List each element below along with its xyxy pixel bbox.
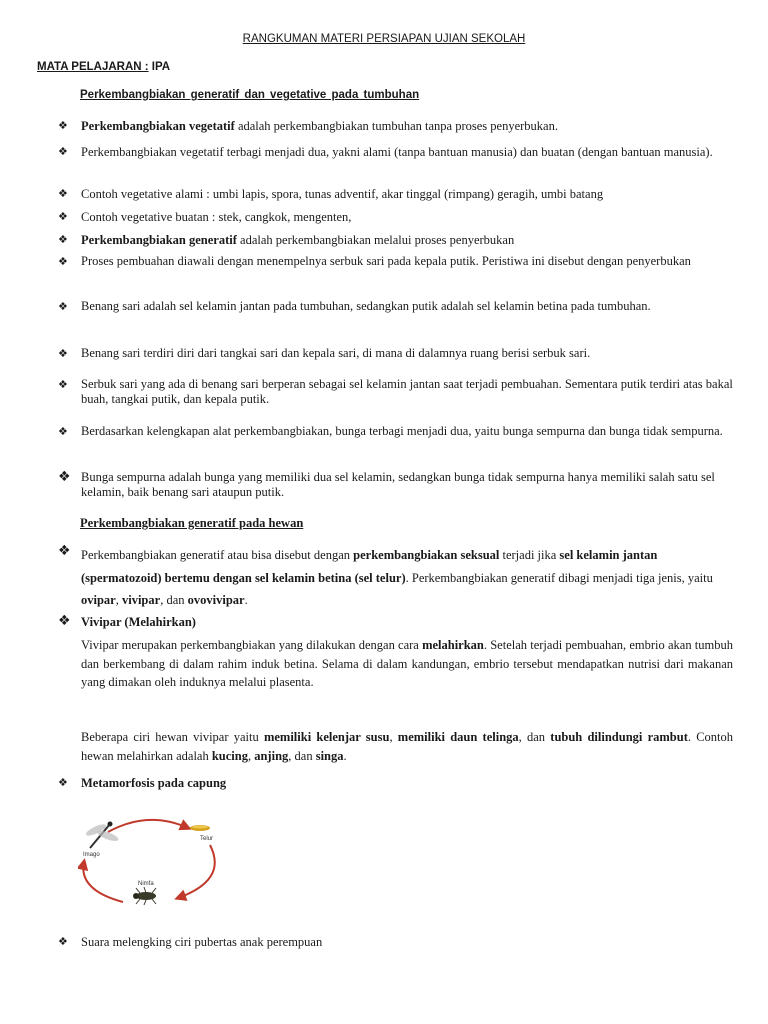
item-text: Suara melengking ciri pubertas anak perempuan: [81, 935, 323, 949]
nimfa-label: Nimfa: [138, 881, 154, 887]
list-item: [58, 934, 733, 950]
item-text: Benang sari adalah sel kelamin jantan pada tumbuhan, sedangkan putik adalah sel kelamin betina pada tumbuhan.: [81, 299, 651, 313]
paragraph-text: Vivipar merupakan perkembangbiakan yang dilakukan dengan cara: [81, 638, 423, 652]
term: perkembangbiakan seksual: [353, 548, 500, 562]
diamond-bullet-icon: ❖: [58, 119, 68, 132]
item-text: adalah perkembangbiakan melalui proses penyerbukan: [236, 233, 515, 247]
paragraph-text: Beberapa ciri hewan vivipar yaitu: [81, 730, 264, 744]
term: kucing: [211, 748, 248, 763]
subject-value: IPA: [151, 61, 171, 73]
term: Perkembangbiakan generatif: [81, 233, 237, 247]
paragraph-text: .: [343, 748, 347, 763]
list-item: [58, 424, 733, 439]
list-item: [58, 377, 733, 407]
paragraph-text: . Contoh hewan melahirkan adalah: [81, 730, 734, 763]
diamond-bullet-icon: ❖: [58, 935, 68, 948]
term: singa: [315, 748, 344, 763]
intro-text: ,: [115, 593, 122, 607]
intro-text: .: [244, 593, 248, 607]
list-item: [58, 544, 733, 612]
item-text: Contoh vegetative alami : umbi lapis, spora, tunas adventif, akar tinggal (rimpang) geragih, umbi batang: [81, 187, 604, 201]
diamond-bullet-icon: ❖: [58, 255, 68, 268]
item-text: Serbuk sari yang ada di benang sari berperan sebagai sel kelamin jantan saat terjadi pembuahan. Sementara putik terdiri atas bakal buah, tangkai putik, dan kepala putik.: [81, 377, 733, 406]
list-item: [58, 254, 733, 269]
imago-label: Imago: [83, 852, 100, 858]
paragraph-text: . Setelah terjadi pembuahan, embrio akan tumbuh dan berkembang di dalam rahim induk betina. Selama di dalam kandungan, embrio tersebut mendapatkan nutrisi dari makanan yang dimakan oleh induknya melalui plasenta.: [81, 638, 733, 689]
document-title: RANGKUMAN MATERI PERSIAPAN UJIAN SEKOLAH: [242, 33, 526, 45]
paragraph-text: ,: [389, 730, 398, 744]
item-text: Contoh vegetative buatan : stek, cangkok, mengenten,: [81, 210, 352, 224]
item-text: Proses pembuahan diawali dengan menempelnya serbuk sari pada kepala putik. Peristiwa ini disebut dengan penyerbukan: [81, 254, 691, 268]
dragonfly-icon: [85, 822, 120, 849]
vivipar-heading: Vivipar (Melahirkan): [81, 615, 196, 629]
term: sel kelamin jantan (spermatozoid) bertemu dengan sel kelamin betina (sel telur): [81, 548, 658, 585]
diamond-bullet-icon: ❖: [58, 378, 68, 391]
term: anjing: [254, 748, 289, 763]
paragraph-text: , dan: [288, 748, 316, 763]
list-item: [58, 346, 733, 361]
term: memiliki kelenjar susu: [263, 730, 390, 744]
item-text: Berdasarkan kelengkapan alat perkembangbiakan, bunga terbagi menjadi dua, yaitu bunga sempurna dan bunga tidak sempurna.: [81, 424, 723, 438]
egg-icon: [190, 825, 210, 831]
diamond-bullet-icon: ❖: [58, 613, 71, 629]
diamond-bullet-icon: ❖: [58, 776, 68, 789]
paragraph-text: , dan: [518, 730, 551, 744]
telur-label: Telur: [200, 836, 214, 842]
term: Perkembangbiakan vegetatif: [81, 119, 235, 133]
intro-text: Perkembangbiakan generatif atau bisa disebut dengan: [81, 548, 354, 562]
subject-label: MATA PELAJARAN :: [37, 61, 149, 73]
section2-heading: Perkembangbiakan generatif pada hewan: [80, 516, 304, 530]
list-item: [58, 614, 733, 630]
term: melahirkan: [422, 638, 484, 652]
term: ovipar: [81, 593, 116, 607]
diamond-bullet-icon: ❖: [58, 210, 68, 223]
item-text: Benang sari terdiri diri dari tangkai sari dan kepala sari, di mana di dalamnya ruang berisi serbuk sari.: [81, 346, 591, 360]
list-item: [58, 141, 733, 163]
diamond-bullet-icon: ❖: [58, 425, 68, 438]
term: ovovivipar: [187, 593, 245, 607]
item-text: Bunga sempurna adalah bunga yang memiliki dua sel kelamin, sedangkan bunga tidak sempurna hanya memiliki salah satu sel kelamin, baik benang sari ataupun putik.: [81, 470, 715, 499]
list-item: [58, 232, 733, 248]
list-item: [58, 118, 733, 134]
nymph-icon: [133, 887, 156, 905]
intro-text: . Perkembangbiakan generatif dibagi menjadi tiga jenis, yaitu: [405, 570, 713, 585]
list-item: [58, 470, 733, 500]
metamorfosis-heading: Metamorfosis pada capung: [81, 776, 227, 790]
cycle-arrow-top: [108, 820, 188, 832]
section1-heading: Perkembangbiakan generatif dan vegetative pada tumbuhan: [80, 89, 420, 101]
diamond-bullet-icon: ❖: [58, 145, 68, 158]
paragraph-text: ,: [247, 748, 255, 763]
subject-line: [37, 59, 170, 75]
term: tubuh dilindungi rambut: [550, 730, 688, 744]
list-item: [58, 209, 733, 225]
list-item: [58, 186, 733, 202]
diamond-bullet-icon: ❖: [58, 469, 71, 485]
vivipar-paragraph-1: [81, 636, 733, 692]
list-item: [58, 775, 733, 791]
list-item: [58, 299, 733, 314]
cycle-arrow-right: [178, 845, 215, 898]
dragonfly-life-cycle-diagram: [78, 810, 228, 915]
item-text: adalah perkembangbiakan tumbuhan tanpa proses penyerbukan.: [234, 119, 558, 133]
vivipar-paragraph-2: [81, 728, 733, 765]
diamond-bullet-icon: ❖: [58, 233, 68, 246]
term: memiliki daun telinga: [397, 730, 519, 744]
intro-text: , dan: [160, 593, 188, 607]
intro-text: terjadi jika: [499, 548, 560, 562]
diamond-bullet-icon: ❖: [58, 347, 68, 360]
term: vivipar: [121, 593, 161, 607]
item-text: Perkembangbiakan vegetatif terbagi menjadi dua, yakni alami (tanpa bantuan manusia) dan buatan (dengan bantuan manusia).: [81, 145, 713, 159]
diamond-bullet-icon: ❖: [58, 543, 71, 559]
diamond-bullet-icon: ❖: [58, 187, 68, 200]
diamond-bullet-icon: ❖: [58, 300, 68, 313]
cycle-arrow-left: [83, 862, 123, 902]
